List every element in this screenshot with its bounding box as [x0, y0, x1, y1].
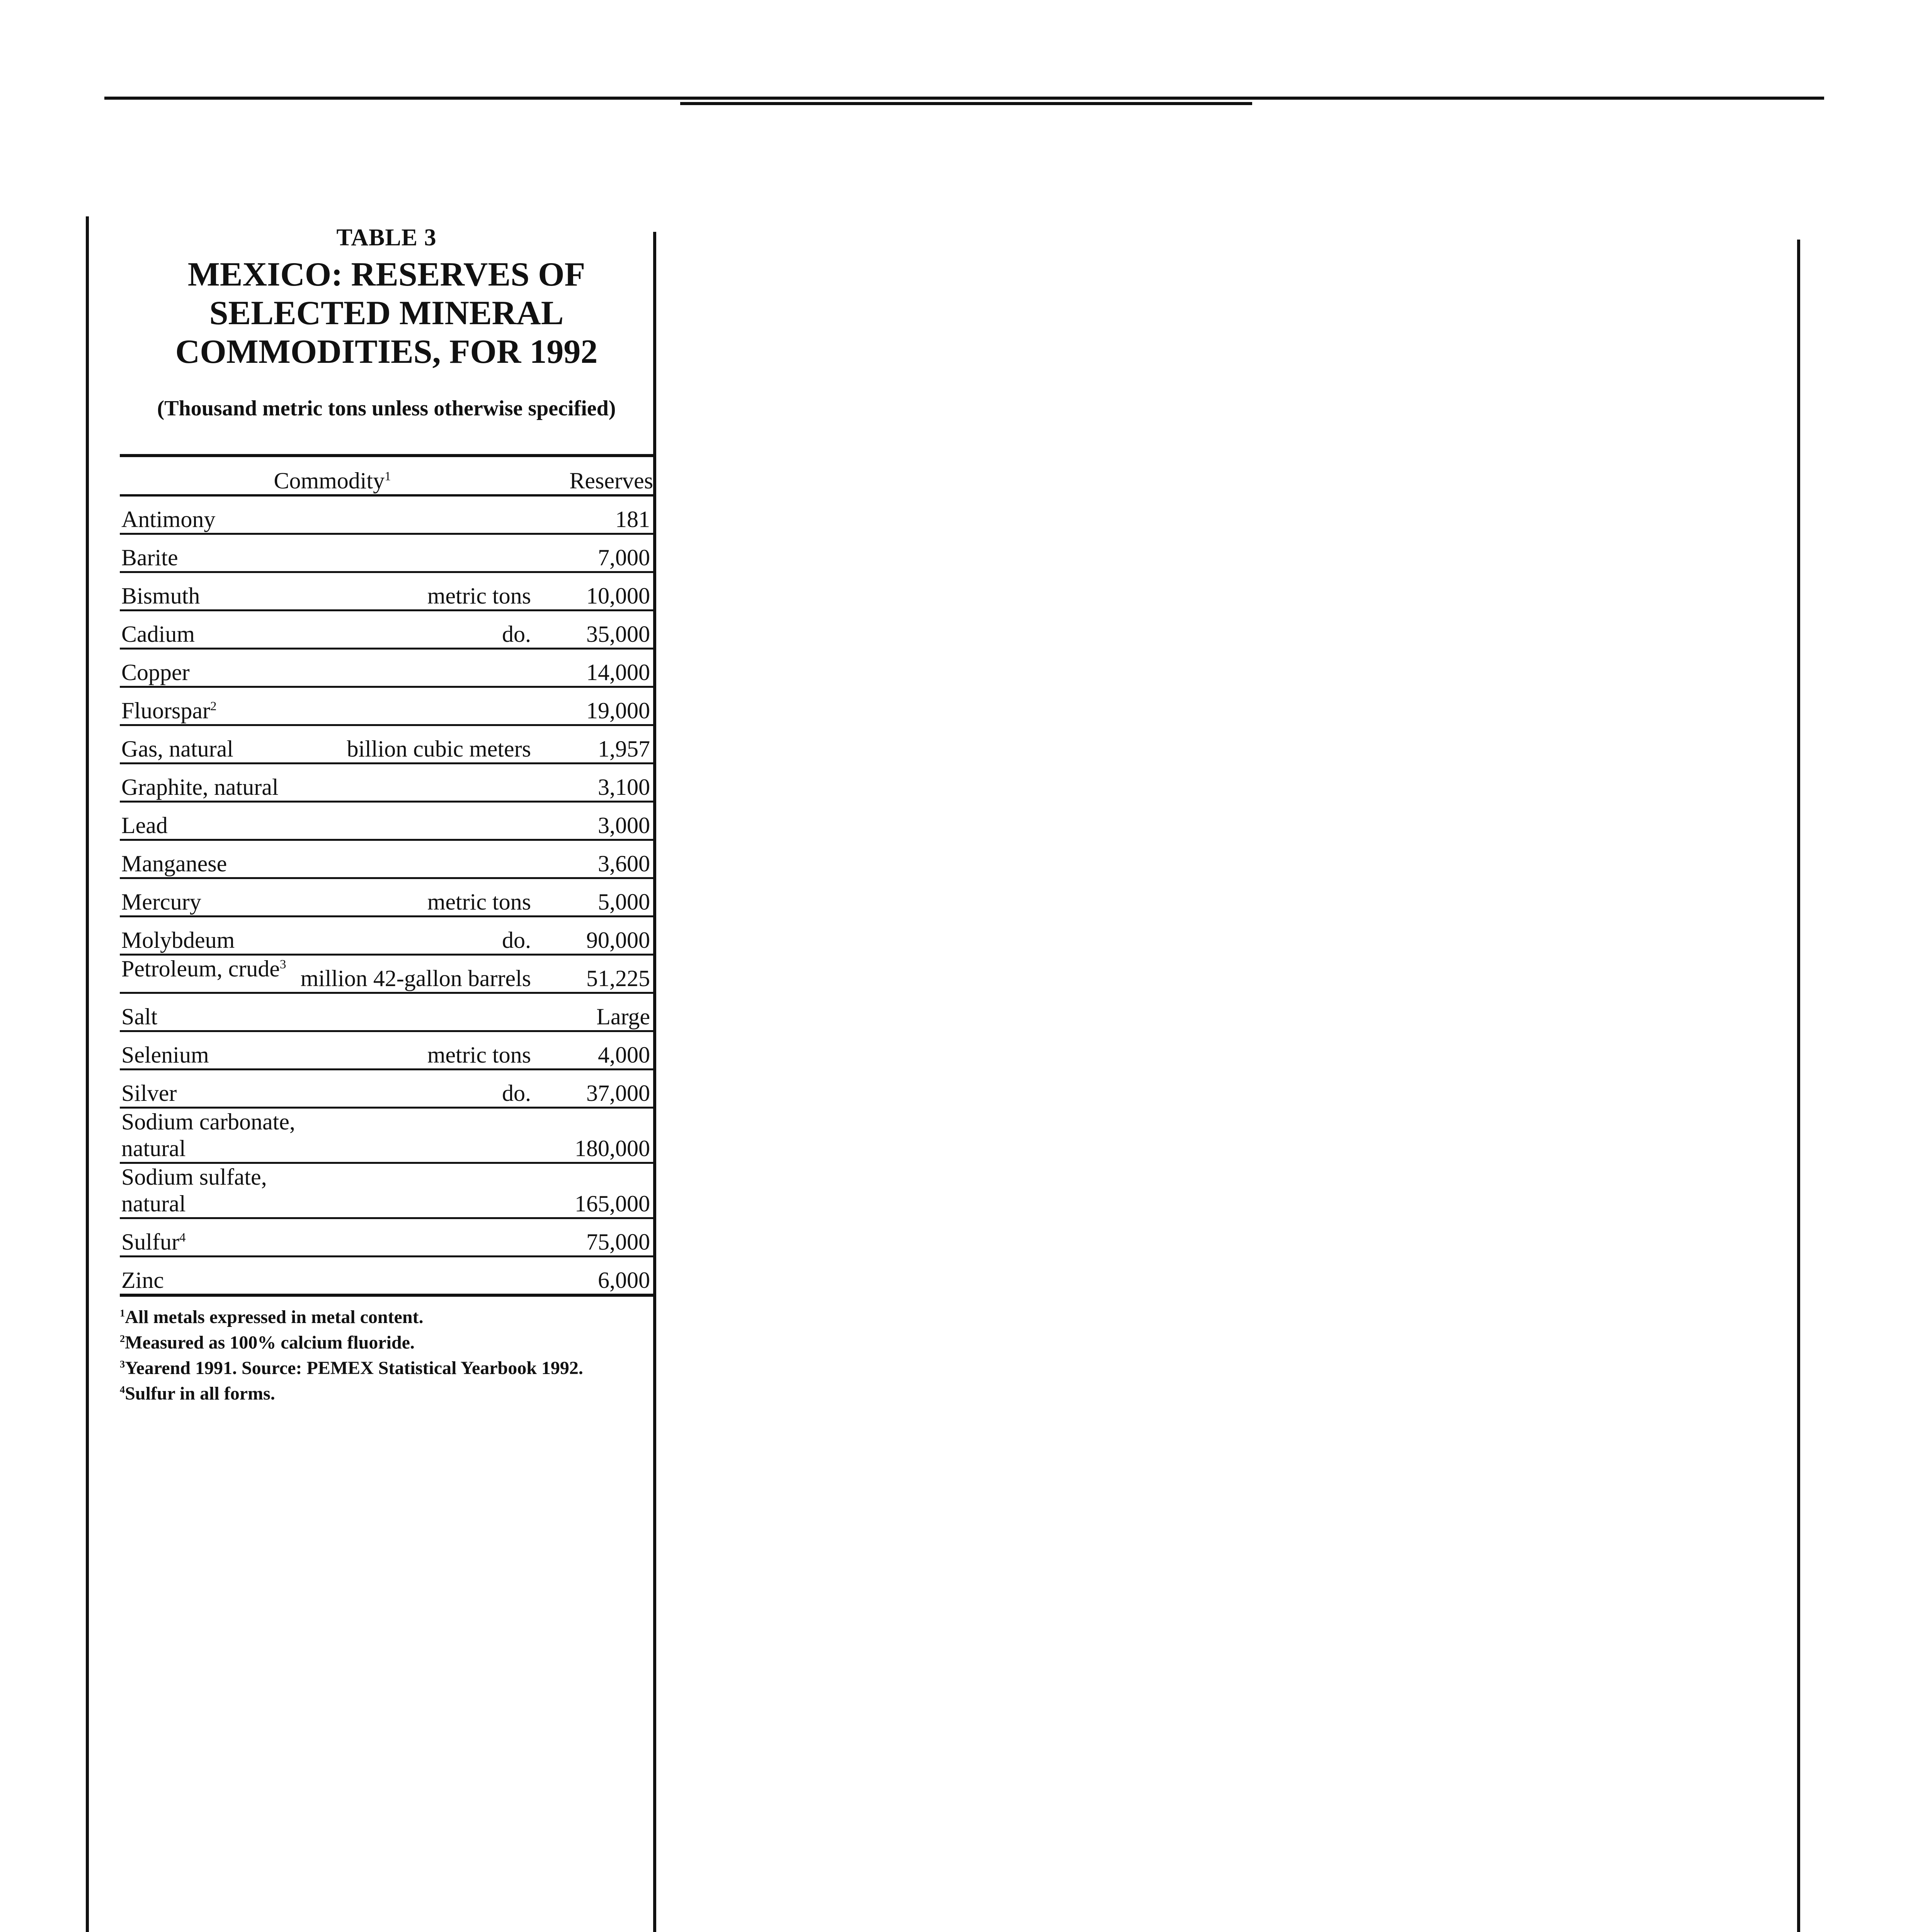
unit-cell [300, 764, 545, 802]
table-row [120, 687, 653, 725]
reserves-cell: 19,000 [545, 687, 653, 725]
commodity-cell: Petroleum, crude$^3$ [120, 955, 300, 993]
unit-cell [300, 534, 545, 572]
unit-cell [300, 495, 545, 534]
table-row [120, 840, 653, 878]
footnote: $^1$All metals expressed in metal content. [120, 1307, 424, 1327]
reserves-table [120, 454, 653, 1297]
commodity-cell: Graphite, natural [120, 764, 300, 802]
commodity-cell: Molybdeum [120, 917, 300, 955]
top-rule-accent [680, 102, 1252, 105]
table-title-line: SELECTED MINERAL [209, 294, 564, 332]
table-header-row [120, 456, 653, 495]
reserves-table-block [120, 224, 653, 1406]
reserves-cell: 4,000 [545, 1031, 653, 1070]
commodity-cell: Lead [120, 802, 300, 840]
column-rule-middle [653, 232, 656, 1932]
column-rule-right [1797, 240, 1800, 1932]
unit-cell [300, 1108, 545, 1163]
reserves-cell: 7,000 [545, 534, 653, 572]
unit-cell [300, 802, 545, 840]
footnote: $^2$Measured as 100% calcium fluoride. [120, 1332, 415, 1353]
commodity-cell: Bismuth [120, 572, 300, 611]
reserves-cell: 3,100 [545, 764, 653, 802]
table-row [120, 572, 653, 611]
commodity-cell: Gas, natural [120, 725, 300, 764]
top-rule [104, 97, 1824, 100]
table-row [120, 993, 653, 1031]
reserves-cell: 181 [545, 495, 653, 534]
commodity-cell: Manganese [120, 840, 300, 878]
unit-cell: metric tons [300, 1031, 545, 1070]
commodity-cell: Fluorspar$^2$ [120, 687, 300, 725]
table-title [120, 255, 653, 371]
commodity-cell: Cadium [120, 611, 300, 649]
commodity-cell: Silver [120, 1070, 300, 1108]
unit-cell [300, 1163, 545, 1218]
unit-cell [300, 993, 545, 1031]
table-row [120, 917, 653, 955]
header-commodity: Commodity$^1$ [120, 456, 545, 495]
unit-cell [300, 840, 545, 878]
reserves-cell: 14,000 [545, 649, 653, 687]
footnotes [120, 1304, 653, 1406]
table-body [120, 495, 653, 1295]
reserves-cell: Large [545, 993, 653, 1031]
unit-cell: million 42-gallon barrels [300, 955, 545, 993]
unit-cell: do. [300, 917, 545, 955]
table-row [120, 878, 653, 917]
commodity-cell: Copper [120, 649, 300, 687]
reserves-cell: 6,000 [545, 1257, 653, 1296]
reserves-cell: 37,000 [545, 1070, 653, 1108]
table-row [120, 802, 653, 840]
reserves-cell: 10,000 [545, 572, 653, 611]
commodity-cell: Sulfur$^4$ [120, 1218, 300, 1257]
table-row [120, 955, 653, 993]
unit-cell: billion cubic meters [300, 725, 545, 764]
reserves-cell: 165,000 [545, 1163, 653, 1218]
commodity-cell: Sodium carbonate, natural [120, 1108, 300, 1163]
footnote: $^3$Yearend 1991. Source: PEMEX Statistical Yearbook 1992. [120, 1358, 583, 1378]
unit-cell: do. [300, 611, 545, 649]
reserves-cell: 35,000 [545, 611, 653, 649]
table-row [120, 1257, 653, 1296]
reserves-cell: 1,957 [545, 725, 653, 764]
unit-cell: do. [300, 1070, 545, 1108]
unit-cell [300, 1257, 545, 1296]
table-row [120, 1163, 653, 1218]
table-row [120, 1108, 653, 1163]
table-row [120, 1031, 653, 1070]
table-label: TABLE 3 [336, 224, 437, 251]
reserves-cell: 180,000 [545, 1108, 653, 1163]
reserves-cell: 5,000 [545, 878, 653, 917]
reserves-cell: 3,000 [545, 802, 653, 840]
table-row [120, 764, 653, 802]
commodity-cell: Sodium sulfate, natural [120, 1163, 300, 1218]
column-rule-left [86, 216, 89, 1932]
unit-cell [300, 1218, 545, 1257]
reserves-cell: 3,600 [545, 840, 653, 878]
commodity-cell: Antimony [120, 495, 300, 534]
table-row [120, 611, 653, 649]
reserves-cell: 90,000 [545, 917, 653, 955]
commodity-cell: Zinc [120, 1257, 300, 1296]
table-title-line: MEXICO: RESERVES OF [187, 256, 585, 293]
reserves-cell: 51,225 [545, 955, 653, 993]
reserves-cell: 75,000 [545, 1218, 653, 1257]
unit-cell [300, 649, 545, 687]
table-title-line: COMMODITIES, FOR 1992 [175, 333, 598, 371]
table-row [120, 725, 653, 764]
unit-cell [300, 687, 545, 725]
unit-cell: metric tons [300, 572, 545, 611]
commodity-cell: Selenium [120, 1031, 300, 1070]
table-row [120, 1218, 653, 1257]
commodity-cell: Barite [120, 534, 300, 572]
table-row [120, 1070, 653, 1108]
table-row [120, 534, 653, 572]
commodity-cell: Mercury [120, 878, 300, 917]
header-reserves: Reserves [545, 456, 653, 495]
table-subtitle: (Thousand metric tons unless otherwise specified) [157, 396, 616, 420]
table-row [120, 495, 653, 534]
unit-cell: metric tons [300, 878, 545, 917]
table-row [120, 649, 653, 687]
footnote: $^4$Sulfur in all forms. [120, 1383, 275, 1404]
commodity-cell: Salt [120, 993, 300, 1031]
